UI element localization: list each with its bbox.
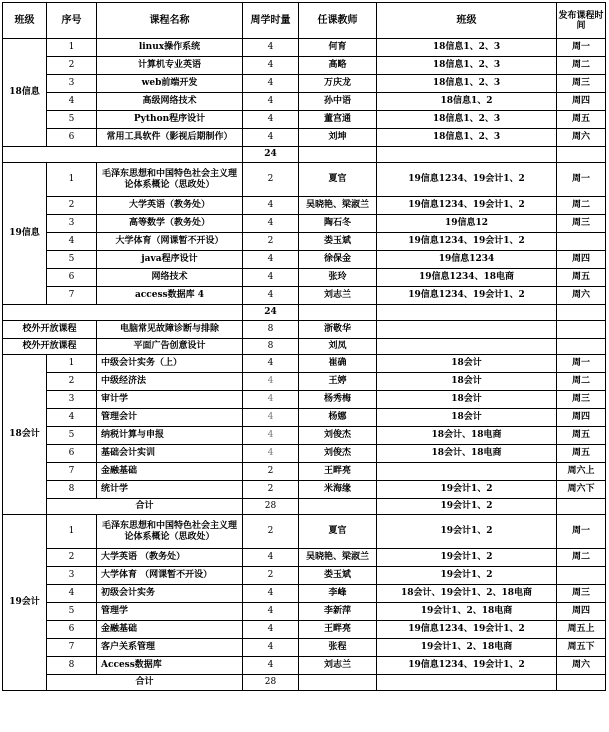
class-group: 19会计1、2 — [377, 515, 557, 549]
weekly-hours: 4 — [243, 287, 299, 305]
class-group: 19信息1234、19会计1、2 — [377, 621, 557, 639]
course-name: 基础会计实训 — [97, 445, 243, 463]
group-name: 18会计 — [3, 355, 47, 515]
table-row — [3, 639, 606, 657]
class-group: 19信息1234、19会计1、2 — [377, 163, 557, 197]
row-no: 1 — [47, 515, 97, 549]
row-no: 2 — [47, 197, 97, 215]
table-row — [3, 111, 606, 129]
publish-day: 周五下 — [557, 639, 606, 657]
table-row — [3, 233, 606, 251]
open-course-label: 校外开放课程 — [3, 321, 97, 339]
table-row — [3, 57, 606, 75]
row-no: 2 — [47, 57, 97, 75]
teacher: 董宫通 — [299, 111, 377, 129]
publish-day: 周二 — [557, 57, 606, 75]
row-no: 7 — [47, 287, 97, 305]
header-class: 班级 — [3, 3, 47, 39]
class-group — [377, 463, 557, 481]
class-group: 18信息1、2 — [377, 93, 557, 111]
class-group: 19会计1、2、18电商 — [377, 639, 557, 657]
course-name: 高等数学（教务处） — [97, 215, 243, 233]
weekly-hours: 4 — [243, 215, 299, 233]
weekly-hours: 4 — [243, 445, 299, 463]
course-name: 审计学 — [97, 391, 243, 409]
table-row — [3, 287, 606, 305]
total-label: 合计 — [47, 499, 243, 515]
course-name: Access数据库 — [97, 657, 243, 675]
table-row — [3, 585, 606, 603]
weekly-hours: 4 — [243, 585, 299, 603]
class-group: 19会计1、2 — [377, 567, 557, 585]
teacher: 万庆龙 — [299, 75, 377, 93]
table-row — [3, 481, 606, 499]
course-name: 中级会计实务（上） — [97, 355, 243, 373]
course-name: 大学英语（教务处） — [97, 197, 243, 215]
teacher: 张玲 — [299, 269, 377, 287]
weekly-hours: 4 — [243, 549, 299, 567]
teacher: 张程 — [299, 639, 377, 657]
publish-day: 周四 — [557, 93, 606, 111]
teacher: 杨秀梅 — [299, 391, 377, 409]
total-hours: 28 — [243, 499, 299, 515]
table-row — [3, 215, 606, 233]
open-course-label: 校外开放课程 — [3, 339, 97, 355]
row-no: 1 — [47, 163, 97, 197]
weekly-hours: 4 — [243, 57, 299, 75]
header-no: 序号 — [47, 3, 97, 39]
teacher: 李新萍 — [299, 603, 377, 621]
publish-day: 周六 — [557, 657, 606, 675]
table-row — [3, 391, 606, 409]
weekly-hours: 4 — [243, 657, 299, 675]
course-name: web前端开发 — [97, 75, 243, 93]
table-row — [3, 621, 606, 639]
publish-day — [557, 567, 606, 585]
row-no: 5 — [47, 603, 97, 621]
course-name: 大学体育 （网课暂不开设） — [97, 567, 243, 585]
class-group: 18会计、19会计1、2、18电商 — [377, 585, 557, 603]
class-group: 18会计、18电商 — [377, 427, 557, 445]
teacher: 娄玉斌 — [299, 233, 377, 251]
row-no: 6 — [47, 621, 97, 639]
weekly-hours: 8 — [243, 321, 299, 339]
course-name: Python程序设计 — [97, 111, 243, 129]
table-row — [3, 163, 606, 197]
weekly-hours: 4 — [243, 639, 299, 657]
row-no: 4 — [47, 93, 97, 111]
weekly-hours: 2 — [243, 481, 299, 499]
row-no: 6 — [47, 445, 97, 463]
class-group: 19信息12 — [377, 215, 557, 233]
row-no: 5 — [47, 251, 97, 269]
weekly-hours: 8 — [243, 339, 299, 355]
table-row — [3, 39, 606, 57]
publish-day: 周六 — [557, 287, 606, 305]
class-group: 18信息1、2、3 — [377, 39, 557, 57]
teacher: 刘坤 — [299, 129, 377, 147]
publish-day: 周五上 — [557, 621, 606, 639]
course-name: 客户关系管理 — [97, 639, 243, 657]
row-no: 7 — [47, 463, 97, 481]
class-group: 19信息1234、18电商 — [377, 269, 557, 287]
publish-day: 周五 — [557, 269, 606, 287]
group-name: 19信息 — [3, 163, 47, 305]
publish-day: 周四 — [557, 409, 606, 427]
publish-day: 周四 — [557, 603, 606, 621]
teacher: 王畔亮 — [299, 621, 377, 639]
weekly-hours: 2 — [243, 233, 299, 251]
weekly-hours: 4 — [243, 129, 299, 147]
table-row — [3, 427, 606, 445]
publish-day: 周一 — [557, 163, 606, 197]
header-row — [3, 3, 606, 39]
teacher: 杨娜 — [299, 409, 377, 427]
table-row — [3, 409, 606, 427]
table-row — [3, 129, 606, 147]
header-course: 课程名称 — [97, 3, 243, 39]
teacher: 吴晓艳、梁淑兰 — [299, 197, 377, 215]
row-no: 3 — [47, 215, 97, 233]
weekly-hours: 4 — [243, 111, 299, 129]
row-no: 5 — [47, 111, 97, 129]
publish-day: 周三 — [557, 75, 606, 93]
teacher: 徐保金 — [299, 251, 377, 269]
total-class-group: 19会计1、2 — [377, 499, 557, 515]
weekly-hours: 4 — [243, 427, 299, 445]
table-row — [3, 251, 606, 269]
course-schedule-table — [2, 2, 606, 691]
publish-day — [557, 233, 606, 251]
total-row — [3, 147, 606, 163]
publish-day: 周五 — [557, 445, 606, 463]
row-no: 6 — [47, 129, 97, 147]
course-name: 常用工具软件（影视后期制作） — [97, 129, 243, 147]
header-teacher: 任课教师 — [299, 3, 377, 39]
class-group: 18信息1、2、3 — [377, 111, 557, 129]
course-name: 管理会计 — [97, 409, 243, 427]
weekly-hours: 4 — [243, 621, 299, 639]
weekly-hours: 2 — [243, 163, 299, 197]
row-no: 8 — [47, 657, 97, 675]
publish-day: 周六下 — [557, 481, 606, 499]
teacher: 刘志兰 — [299, 657, 377, 675]
teacher: 何育 — [299, 39, 377, 57]
row-no: 4 — [47, 409, 97, 427]
class-group: 18会计、18电商 — [377, 445, 557, 463]
row-no: 4 — [47, 233, 97, 251]
course-name: 电脑常见故障诊断与排除 — [97, 321, 243, 339]
table-row — [3, 355, 606, 373]
row-no: 1 — [47, 355, 97, 373]
weekly-hours: 4 — [243, 251, 299, 269]
table-row — [3, 549, 606, 567]
class-group: 19信息1234 — [377, 251, 557, 269]
publish-day: 周六 — [557, 129, 606, 147]
table-row — [3, 197, 606, 215]
weekly-hours: 4 — [243, 603, 299, 621]
publish-day: 周三 — [557, 215, 606, 233]
teacher: 米海缘 — [299, 481, 377, 499]
course-name: 高级网络技术 — [97, 93, 243, 111]
class-group: 18信息1、2、3 — [377, 75, 557, 93]
class-group: 18信息1、2、3 — [377, 57, 557, 75]
table-row — [3, 463, 606, 481]
table-row — [3, 515, 606, 549]
weekly-hours: 4 — [243, 197, 299, 215]
class-group: 19信息1234、19会计1、2 — [377, 657, 557, 675]
weekly-hours: 2 — [243, 567, 299, 585]
course-name: java程序设计 — [97, 251, 243, 269]
weekly-hours: 4 — [243, 39, 299, 57]
row-no: 2 — [47, 549, 97, 567]
teacher: 刘俊杰 — [299, 445, 377, 463]
row-no: 6 — [47, 269, 97, 287]
table-row — [3, 373, 606, 391]
publish-day: 周五 — [557, 427, 606, 445]
class-group: 19会计1、2 — [377, 481, 557, 499]
course-name: 大学英语 （教务处） — [97, 549, 243, 567]
publish-day: 周四 — [557, 251, 606, 269]
publish-day: 周六上 — [557, 463, 606, 481]
row-no: 8 — [47, 481, 97, 499]
table-row — [3, 567, 606, 585]
total-hours: 24 — [243, 147, 299, 163]
publish-day: 周一 — [557, 39, 606, 57]
teacher: 王畔亮 — [299, 463, 377, 481]
class-group: 18会计 — [377, 391, 557, 409]
class-group: 19会计1、2 — [377, 549, 557, 567]
course-name: 计算机专业英语 — [97, 57, 243, 75]
weekly-hours: 4 — [243, 93, 299, 111]
course-name: linux操作系统 — [97, 39, 243, 57]
publish-day: 周五 — [557, 111, 606, 129]
class-group: 19信息1234、19会计1、2 — [377, 233, 557, 251]
publish-day: 周一 — [557, 515, 606, 549]
weekly-hours: 4 — [243, 373, 299, 391]
weekly-hours: 4 — [243, 269, 299, 287]
total-hours: 28 — [243, 675, 299, 691]
teacher: 浙敬华 — [299, 321, 377, 339]
course-name: 统计学 — [97, 481, 243, 499]
course-name: 中级经济法 — [97, 373, 243, 391]
table-row — [3, 657, 606, 675]
publish-day: 周二 — [557, 197, 606, 215]
weekly-hours: 2 — [243, 515, 299, 549]
publish-day: 周二 — [557, 373, 606, 391]
teacher: 吴晓艳、梁淑兰 — [299, 549, 377, 567]
row-no: 2 — [47, 373, 97, 391]
class-group: 19会计1、2、18电商 — [377, 603, 557, 621]
publish-day: 周一 — [557, 355, 606, 373]
weekly-hours: 4 — [243, 409, 299, 427]
weekly-hours: 4 — [243, 391, 299, 409]
teacher: 孙中语 — [299, 93, 377, 111]
row-no: 4 — [47, 585, 97, 603]
weekly-hours: 4 — [243, 355, 299, 373]
table-row — [3, 75, 606, 93]
course-name: 毛泽东思想和中国特色社会主义理论体系概论（思政处） — [97, 163, 243, 197]
course-name: 大学体育（网课暂不开设） — [97, 233, 243, 251]
open-course-row — [3, 339, 606, 355]
publish-day: 周三 — [557, 585, 606, 603]
class-group: 18会计 — [377, 373, 557, 391]
teacher: 夏官 — [299, 163, 377, 197]
teacher: 李峰 — [299, 585, 377, 603]
row-no: 3 — [47, 75, 97, 93]
class-group: 18会计 — [377, 355, 557, 373]
total-label: 合计 — [47, 675, 243, 691]
teacher: 崔确 — [299, 355, 377, 373]
table-row — [3, 603, 606, 621]
teacher: 刘俊杰 — [299, 427, 377, 445]
class-group: 19信息1234、19会计1、2 — [377, 287, 557, 305]
teacher: 王婷 — [299, 373, 377, 391]
table-row — [3, 445, 606, 463]
publish-day: 周三 — [557, 391, 606, 409]
course-name: 初级会计实务 — [97, 585, 243, 603]
teacher: 刘凤 — [299, 339, 377, 355]
class-group: 18会计 — [377, 409, 557, 427]
total-row — [3, 675, 606, 691]
group-name: 18信息 — [3, 39, 47, 147]
teacher: 刘志兰 — [299, 287, 377, 305]
course-name: 平面广告创意设计 — [97, 339, 243, 355]
course-name: 纳税计算与申报 — [97, 427, 243, 445]
class-group: 18信息1、2、3 — [377, 129, 557, 147]
teacher: 高略 — [299, 57, 377, 75]
course-name: access数据库 4 — [97, 287, 243, 305]
table-row — [3, 93, 606, 111]
header-hours: 周学时量 — [243, 3, 299, 39]
course-name: 管理学 — [97, 603, 243, 621]
course-name: 金融基础 — [97, 621, 243, 639]
course-name: 网络技术 — [97, 269, 243, 287]
row-no: 3 — [47, 391, 97, 409]
teacher: 夏官 — [299, 515, 377, 549]
total-hours: 24 — [243, 305, 299, 321]
row-no: 7 — [47, 639, 97, 657]
row-no: 1 — [47, 39, 97, 57]
table-row — [3, 269, 606, 287]
group-name: 19会计 — [3, 515, 47, 691]
total-row — [3, 305, 606, 321]
row-no: 5 — [47, 427, 97, 445]
row-no: 3 — [47, 567, 97, 585]
course-name: 金融基础 — [97, 463, 243, 481]
open-course-row — [3, 321, 606, 339]
publish-day: 周二 — [557, 549, 606, 567]
teacher: 陶石冬 — [299, 215, 377, 233]
weekly-hours: 2 — [243, 463, 299, 481]
course-name: 毛泽东思想和中国特色社会主义理论体系概论（思政处） — [97, 515, 243, 549]
teacher: 娄玉斌 — [299, 567, 377, 585]
weekly-hours: 4 — [243, 75, 299, 93]
total-row — [3, 499, 606, 515]
class-group: 19信息1234、19会计1、2 — [377, 197, 557, 215]
header-publish: 发布课程时间 — [557, 3, 606, 39]
header-class-group: 班级 — [377, 3, 557, 39]
